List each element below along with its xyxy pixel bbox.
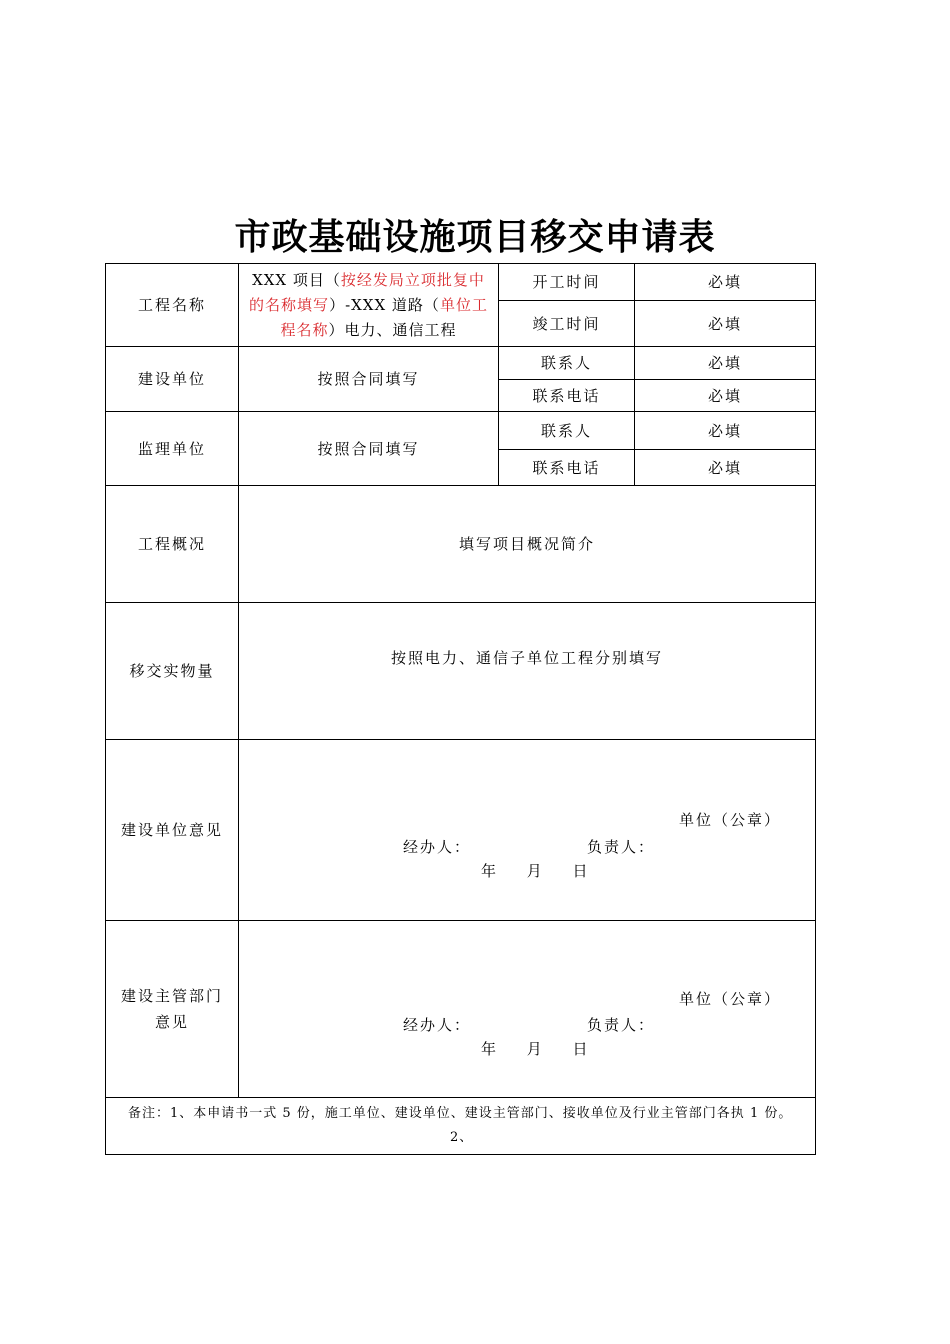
authority-seal: 单位（公章） bbox=[678, 990, 781, 1008]
start-time-value: 必填 bbox=[635, 264, 816, 301]
project-name-value: XXX 项目（按经发局立项批复中的名称填写）-XXX 道路（单位工程名称）电力、通信工程 bbox=[239, 264, 499, 347]
construction-phone-value: 必填 bbox=[635, 380, 816, 412]
form-title: 市政基础设施项目移交申请表 bbox=[234, 216, 716, 258]
construction-unit-value: 按照合同填写 bbox=[239, 347, 499, 412]
handover-form-table bbox=[105, 263, 816, 1155]
construction-date: 年 月 日 bbox=[481, 862, 590, 880]
authority-opinion-label: 建设主管部门 意见 bbox=[106, 921, 239, 1098]
construction-seal: 单位（公章） bbox=[678, 811, 781, 829]
supervision-phone-value: 必填 bbox=[635, 450, 816, 486]
handover-quantity-label: 移交实物量 bbox=[106, 603, 239, 740]
note-line-1: 备注：1、本申请书一式 5 份，施工单位、建设单位、建设主管部门、接收单位及行业主管部门各执 1 份。 bbox=[128, 1106, 793, 1121]
overview-value: 填写项目概况简介 bbox=[239, 486, 816, 603]
supervision-contact-value: 必填 bbox=[635, 412, 816, 450]
supervision-phone-label: 联系电话 bbox=[499, 450, 635, 486]
end-time-label: 竣工时间 bbox=[499, 301, 635, 347]
authority-leader: 负责人： bbox=[587, 1016, 656, 1034]
authority-date: 年 月 日 bbox=[481, 1040, 590, 1058]
construction-unit-label: 建设单位 bbox=[106, 347, 239, 412]
construction-contact-value: 必填 bbox=[635, 347, 816, 380]
construction-phone-label: 联系电话 bbox=[499, 380, 635, 412]
authority-opinion-area bbox=[239, 921, 816, 1098]
authority-handler: 经办人： bbox=[403, 1016, 472, 1034]
start-time-label: 开工时间 bbox=[499, 264, 635, 301]
form-note bbox=[106, 1098, 816, 1155]
end-time-value: 必填 bbox=[635, 301, 816, 347]
construction-contact-label: 联系人 bbox=[499, 347, 635, 380]
construction-handler: 经办人： bbox=[403, 838, 472, 856]
construction-leader: 负责人： bbox=[587, 838, 656, 856]
handover-quantity-value: 按照电力、通信子单位工程分别填写 bbox=[239, 603, 816, 740]
project-name-label: 工程名称 bbox=[106, 264, 239, 347]
supervision-contact-label: 联系人 bbox=[499, 412, 635, 450]
construction-opinion-area bbox=[239, 740, 816, 921]
supervision-unit-label: 监理单位 bbox=[106, 412, 239, 486]
note-line-2: 2、 bbox=[450, 1130, 474, 1145]
supervision-unit-value: 按照合同填写 bbox=[239, 412, 499, 486]
overview-label: 工程概况 bbox=[106, 486, 239, 603]
construction-opinion-label: 建设单位意见 bbox=[106, 740, 239, 921]
